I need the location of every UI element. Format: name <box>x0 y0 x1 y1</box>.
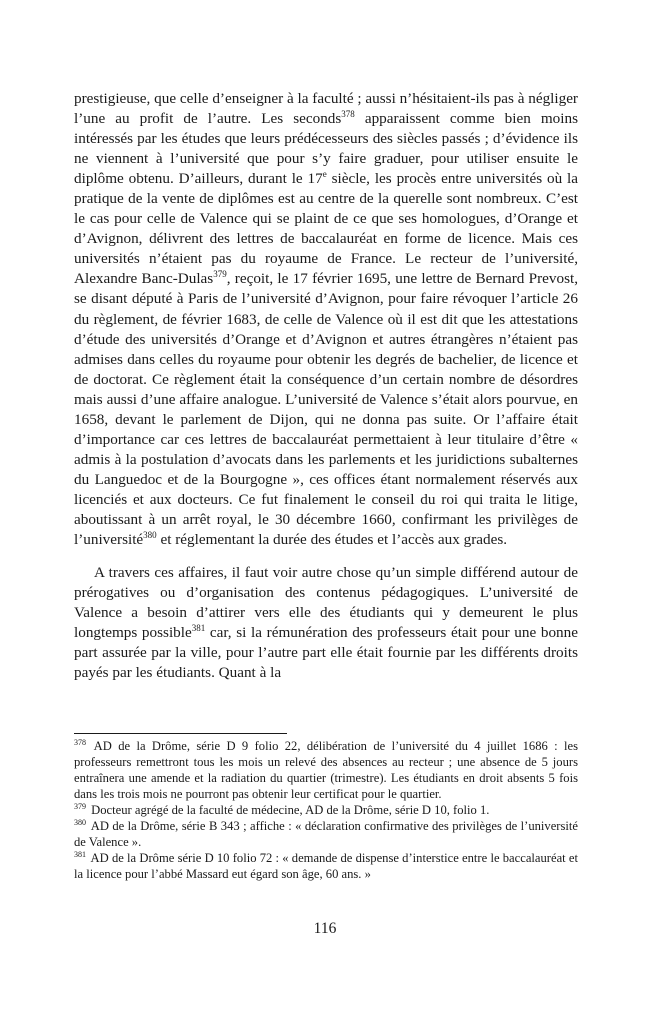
text-segment: car, si la rémunération des professeurs était pour une bonne part assurée par la ville, pour l’autre part elle était fournie par les différents droits payés par les étudiants. Quant à la <box>74 624 578 682</box>
main-text <box>74 89 578 683</box>
page-number: 116 <box>313 920 337 937</box>
text-segment: A travers ces affaires, il faut voir autre chose qu’un simple différend autour de prérogatives ou d’organisation des contenus pédagogiques. L’université de Valence a besoin d’attirer vers elle des étudiants qui y demeurent le plus longtemps possible <box>74 564 578 642</box>
footnotes <box>74 738 578 882</box>
footnote-number: 378 <box>74 738 86 747</box>
footnote-379 <box>74 802 578 818</box>
text-segment: et réglementant la durée des études et l’accès aux grades. <box>156 531 508 549</box>
text-segment: apparaissent comme bien moins intéressés par les études que leurs prédécesseurs des siècles passés ; d’évidence ils ne viennent à l’université que pour s’y faire graduer, pour utiliser ensuite le diplôme obtenu. D’ailleurs, durant le 17 <box>74 110 578 188</box>
footnote-number: 381 <box>74 850 86 859</box>
paragraph-2 <box>74 563 578 683</box>
footnote-ref-380[interactable]: 380 <box>143 530 157 541</box>
paragraph-1 <box>74 89 578 550</box>
superscript-e: e <box>322 169 327 180</box>
footnote-separator <box>74 733 287 734</box>
footnote-378 <box>74 738 578 802</box>
footnote-number: 380 <box>74 818 86 827</box>
footnote-text: AD de la Drôme série D 10 folio 72 : « demande de dispense d’interstice entre le baccalauréat et la licence pour l’abbé Massard eut égard son âge, 60 ans. » <box>74 851 578 881</box>
text-segment: prestigieuse, que celle d’enseigner à la faculté ; aussi n’hésitaient-ils pas à négliger l’une au profit de l’autre. Les seconds <box>74 90 578 128</box>
footnote-ref-378[interactable]: 378 <box>341 109 355 120</box>
footnote-ref-379[interactable]: 379 <box>213 269 227 280</box>
footnote-381 <box>74 850 578 882</box>
footnote-ref-381[interactable]: 381 <box>191 623 206 634</box>
footnote-380 <box>74 818 578 850</box>
text-segment: , reçoit, le 17 février 1695, une lettre de Bernard Prevost, se disant député à Paris de l’université d’Avignon, pour faire révoquer l’article 26 du règlement, de février 1683, de celle de Valence où il est dit que les attestations d’étude des universités d’Orange et d’Avignon et autres étrangères n’étaient pas admises dans celles du royaume pour obtenir les degrés de bachelier, de licence et de doctorat. Ce règlement était la conséquence d’un certain nombre de désordres mais aussi d’une affaire analogue. L’université de Valence s’était alors pourvue, en 1658, devant le parlement de Dijon, qui ne donna pas suite. Or l’affaire était d’importance car ces lettres de baccalauréat permettaient à leur titulaire d’être « admis à la postulation d’avocats dans les parlements et les juridictions subalternes du Languedoc et de la Bourgogne », ces offices étant normalement réservés aux licenciés et aux docteurs. Ce fut finalement le conseil du roi qui traita le litige, aboutissant à un arrêt royal, le 30 décembre 1660, confirmant les privilèges de l’université <box>74 270 578 549</box>
footnote-number: 379 <box>74 802 86 811</box>
text-segment: siècle, les procès entre universités où la pratique de la vente de diplômes est au centre de la querelle sont nombreux. C’est le cas pour celle de Valence qui se plaint de ce que ses homologues, d’Orange et d’Avignon, délivrent des lettres de baccalauréat en forme de licence. Mais ces universités n’étaient pas du royaume de France. Le recteur de l’université, Alexandre Banc-Dulas <box>74 170 578 288</box>
footnote-text: Docteur agrégé de la faculté de médecine, AD de la Drôme, série D 10, folio 1. <box>88 803 490 817</box>
footnote-text: AD de la Drôme, série B 343 ; affiche : « déclaration confirmative des privilèges de l’université de Valence ». <box>74 819 578 849</box>
footnote-text: AD de la Drôme, série D 9 folio 22, délibération de l’université du 4 juillet 1686 : les professeurs remettront tous les mois un relevé des absences au recteur ; une absence de 5 jours entraînera une amende et la radiation du quartier (trimestre). Les étudiants en droit absents 5 fois dans les trois mois ne pourront pas obtenir leur certificat pour le quartier. <box>74 739 578 801</box>
